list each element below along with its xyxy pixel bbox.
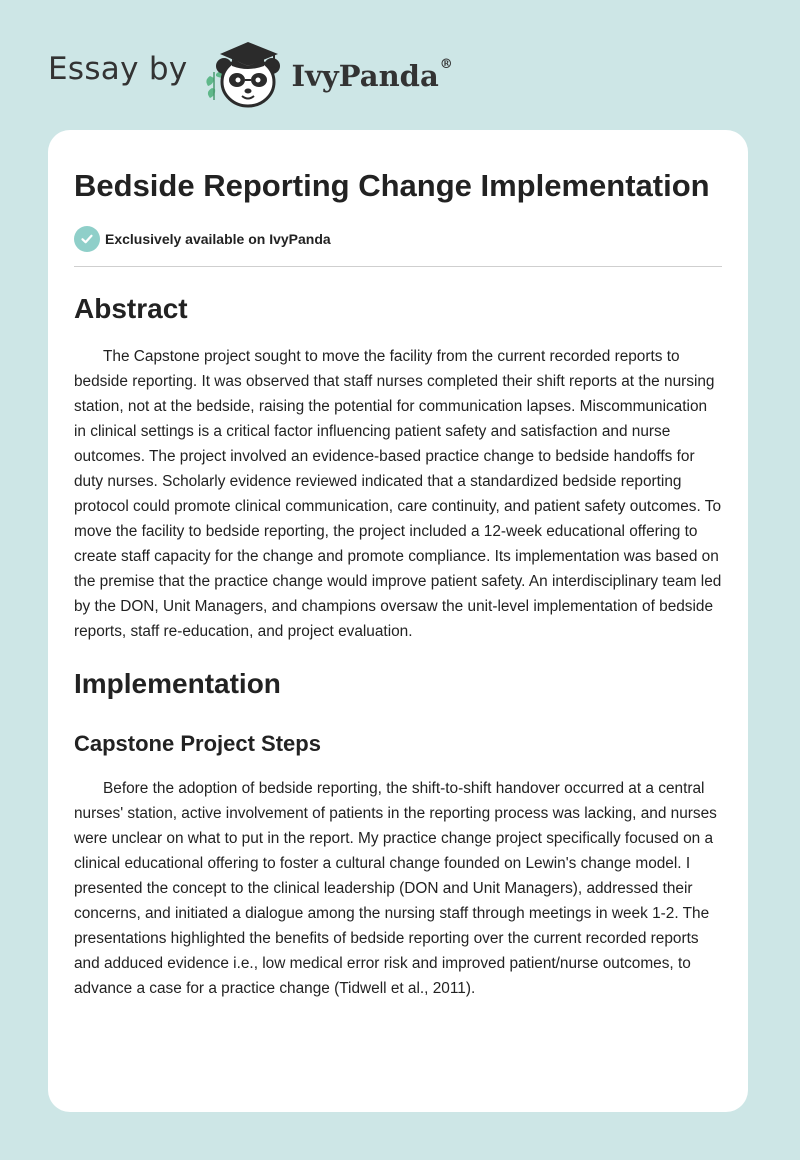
check-circle-icon	[74, 226, 100, 252]
brand-name-text: IvyPanda	[291, 59, 439, 93]
panda-graduate-logo-icon	[202, 36, 288, 115]
registered-mark: ®	[439, 57, 453, 72]
capstone-steps-paragraph: Before the adoption of bedside reporting, the shift-to-shift handover occurred at a central nurses' station, active involvement of patients in the reporting process was lacking, and nurses were unclear on what to put in the report. My practice change project specifically focused on a clinical educational offering to foster a cultural change founded on Lewin's change model. I presented the concept to the clinical leadership (DON and Unit Managers), addressed their concerns, and initiated a dialogue among the nursing staff through meetings in week 1-2. The presentations highlighted the benefits of bedside reporting over the current recorded reports and adduced evidence i.e., low medical error risk and improved patient/nurse outcomes, to advance a case for a practice change (Tidwell et al., 2011).	[74, 780, 717, 997]
exclusive-label: Exclusively available on IvyPanda	[105, 231, 331, 247]
brand-prefix: Essay by	[48, 51, 188, 87]
article-title: Bedside Reporting Change Implementation	[74, 168, 710, 203]
implementation-heading: Implementation	[74, 668, 281, 699]
capstone-steps-heading: Capstone Project Steps	[74, 731, 321, 756]
exclusive-badge	[74, 226, 722, 252]
abstract-heading: Abstract	[74, 293, 188, 324]
brand-name	[292, 59, 453, 93]
site-brand[interactable]	[48, 34, 453, 114]
title-divider	[74, 266, 722, 267]
article-card	[48, 130, 748, 1112]
abstract-paragraph: The Capstone project sought to move the facility from the current recorded reports to bedside reporting. It was observed that staff nurses completed their shift reports at the nursing station, not at the bedside, raising the potential for communication lapses. Miscommunication in clinical settings is a critical factor influencing patient safety and satisfaction and nurse outcomes. The project involved an evidence-based practice change to bedside handoffs for duty nurses. Scholarly evidence reviewed indicated that a standardized bedside reporting protocol could promote clinical communication, care continuity, and patient safety outcomes. To move the facility to bedside reporting, the project included a 12-week educational offering to create staff capacity for the change and promote compliance. Its implementation was based on the premise that the practice change would improve patient safety. An interdisciplinary team led by the DON, Unit Managers, and champions oversaw the unit-level implementation of bedside reports, staff re-education, and project evaluation.	[74, 348, 722, 640]
